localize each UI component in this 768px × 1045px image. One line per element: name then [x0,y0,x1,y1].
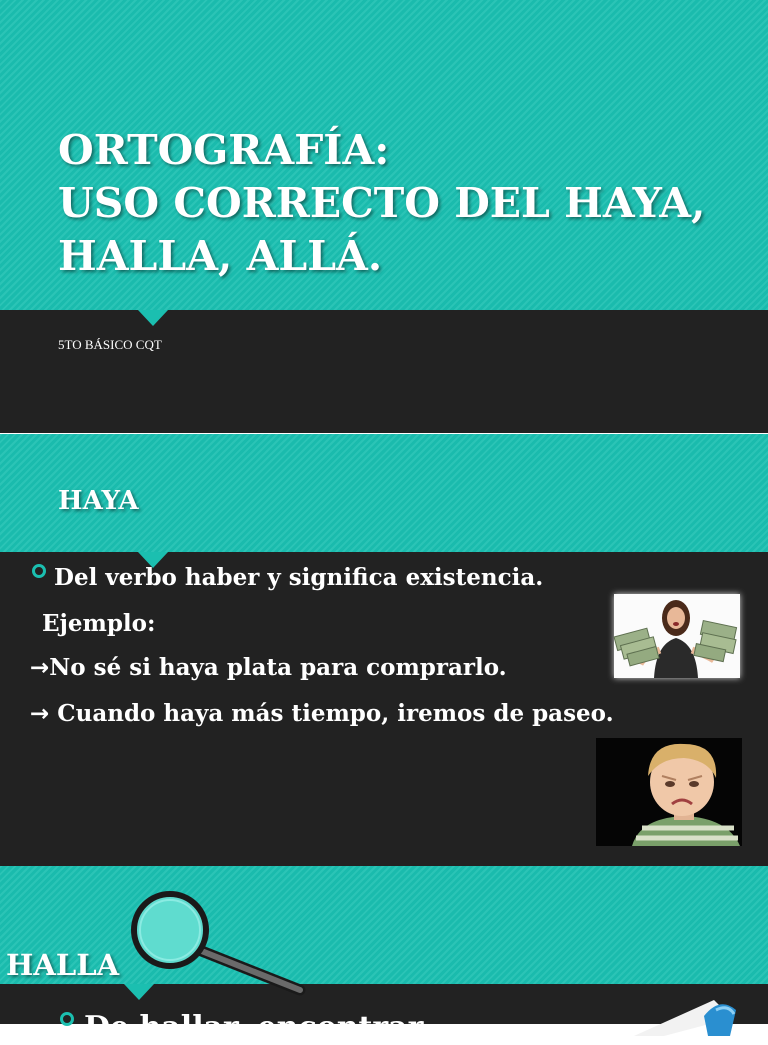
slide2-title: HAYA [58,486,139,516]
example-2 [30,700,614,727]
magnifying-glass-icon [126,888,306,998]
slide1-subtitle: 5TO BÁSICO CQT [58,337,162,352]
example-1-text: No sé si haya plata para comprarlo. [49,654,507,681]
slide1-dark-band [0,310,768,433]
woman-with-money-drawing [614,594,740,678]
crying-child-image [596,738,742,846]
example-2-text: Cuando haya más tiempo, iremos de paseo. [49,700,614,727]
arrow-right-icon: → [30,655,50,681]
slide-halla [0,866,768,1045]
bullet-circle-icon [60,1012,74,1026]
bullet-circle-icon [32,564,46,578]
example-label: Ejemplo: [42,610,156,637]
title-line-2: USO CORRECTO DEL HAYA, [58,179,706,227]
slide1-title [58,124,705,283]
title-line-1: ORTOGRAFÍA: [58,126,390,174]
woman-with-money-image [614,594,740,678]
crying-child-drawing [596,738,742,846]
haya-definition: Del verbo haber y significa existencia. [54,564,544,591]
slide3-title: HALLA [6,948,120,982]
partial-blue-image [624,996,754,1036]
title-line-3: HALLA, ALLÁ. [58,232,383,280]
example-1 [30,654,507,681]
slide-haya [0,434,768,866]
slide-title [0,0,768,433]
halla-definition: De hallar, encontrar. [84,1010,432,1045]
slide1-notch [138,310,168,326]
arrow-right-icon: → [30,701,50,727]
